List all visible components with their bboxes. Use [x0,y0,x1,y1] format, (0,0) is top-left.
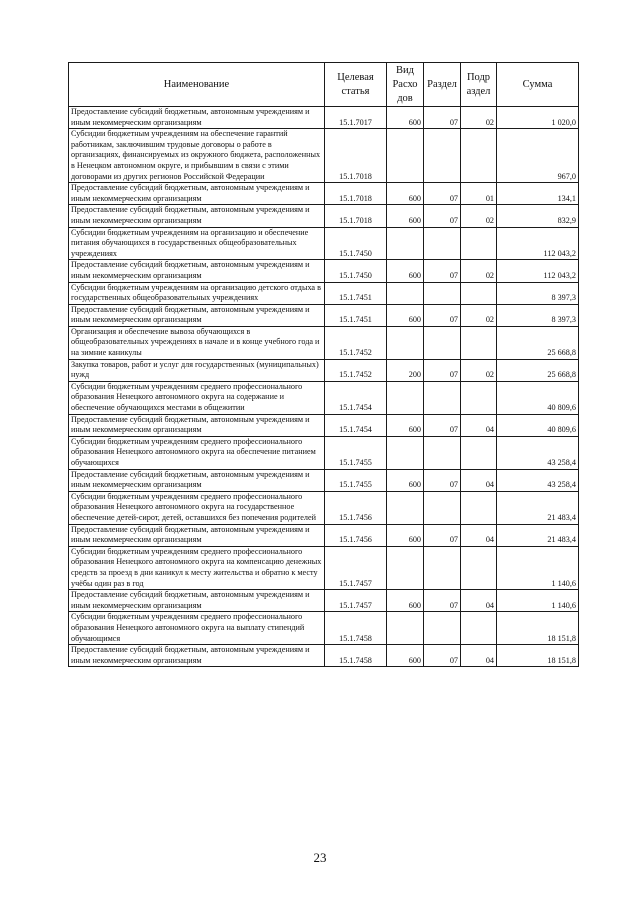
table-row [69,183,579,205]
cell-section [424,546,461,589]
cell-sum: 1 140,6 [497,590,579,612]
cell-target-article: 15.1.7457 [325,546,387,589]
cell-expense-kind [387,381,424,414]
cell-name: Предоставление субсидий бюджетным, автономным учреждениям и иным некоммерческим организациям [69,205,325,227]
cell-subsection: 02 [461,260,497,282]
cell-target-article: 15.1.7452 [325,326,387,359]
table-header-row [69,63,579,107]
cell-sum: 832,9 [497,205,579,227]
cell-subsection [461,546,497,589]
cell-name: Субсидии бюджетным учреждениям среднего профессионального образования Ненецкого автономного округа на обеспечение питанием обучающихся [69,436,325,469]
table-row [69,304,579,326]
cell-subsection: 02 [461,304,497,326]
cell-target-article: 15.1.7454 [325,381,387,414]
cell-name: Предоставление субсидий бюджетным, автономным учреждениям и иным некоммерческим организациям [69,107,325,129]
cell-expense-kind [387,546,424,589]
cell-name: Субсидии бюджетным учреждениям среднего профессионального образования Ненецкого автономного округа на выплату стипендий обучающимся [69,612,325,645]
cell-subsection: 04 [461,590,497,612]
cell-target-article: 15.1.7451 [325,282,387,304]
table-row [69,227,579,260]
header-name: Наименование [69,63,325,107]
cell-sum: 21 483,4 [497,491,579,524]
cell-section [424,381,461,414]
cell-section: 07 [424,304,461,326]
cell-sum: 21 483,4 [497,524,579,546]
table-row [69,612,579,645]
cell-section: 07 [424,359,461,381]
table-row [69,107,579,129]
cell-section [424,282,461,304]
cell-subsection [461,491,497,524]
cell-target-article: 15.1.7018 [325,183,387,205]
cell-subsection [461,282,497,304]
cell-section [424,129,461,183]
cell-target-article: 15.1.7017 [325,107,387,129]
cell-section [424,612,461,645]
cell-expense-kind: 600 [387,107,424,129]
cell-sum: 112 043,2 [497,260,579,282]
header-subsection: Подр аздел [461,63,497,107]
cell-sum: 1 020,0 [497,107,579,129]
table-row [69,469,579,491]
table-row [69,546,579,589]
cell-expense-kind: 600 [387,645,424,667]
cell-sum: 18 151,8 [497,612,579,645]
cell-sum: 25 668,8 [497,359,579,381]
cell-section [424,436,461,469]
cell-name: Предоставление субсидий бюджетным, автономным учреждениям и иным некоммерческим организациям [69,183,325,205]
table-row [69,205,579,227]
table-row [69,381,579,414]
cell-sum: 18 151,8 [497,645,579,667]
cell-name: Субсидии бюджетным учреждениям среднего профессионального образования Ненецкого автономного округа на государственное обеспечение детей-сирот, детей, оставшихся без попечения родителей [69,491,325,524]
cell-subsection [461,326,497,359]
cell-expense-kind: 600 [387,590,424,612]
cell-section: 07 [424,524,461,546]
cell-target-article: 15.1.7452 [325,359,387,381]
cell-expense-kind [387,436,424,469]
cell-section: 07 [424,205,461,227]
cell-name: Предоставление субсидий бюджетным, автономным учреждениям и иным некоммерческим организациям [69,469,325,491]
table-row [69,491,579,524]
cell-sum: 8 397,3 [497,304,579,326]
cell-name: Субсидии бюджетным учреждениям на организацию детского отдыха в государственных общеобразовательных учреждениях [69,282,325,304]
cell-expense-kind [387,282,424,304]
cell-name: Предоставление субсидий бюджетным, автономным учреждениям и иным некоммерческим организациям [69,645,325,667]
cell-section: 07 [424,414,461,436]
cell-subsection: 01 [461,183,497,205]
cell-sum: 43 258,4 [497,469,579,491]
cell-subsection [461,227,497,260]
cell-expense-kind [387,491,424,524]
cell-sum: 25 668,8 [497,326,579,359]
cell-section: 07 [424,469,461,491]
cell-subsection [461,612,497,645]
cell-expense-kind: 600 [387,183,424,205]
cell-subsection: 04 [461,414,497,436]
cell-section [424,227,461,260]
cell-section [424,326,461,359]
table-body [69,107,579,667]
cell-target-article: 15.1.7457 [325,590,387,612]
table-row [69,414,579,436]
cell-expense-kind: 600 [387,414,424,436]
cell-name: Субсидии бюджетным учреждениям среднего профессионального образования Ненецкого автономного округа на компенсацию денежных средств за проезд в дни каникул к месту жительства и обратно к месту учёбы один раз в год [69,546,325,589]
cell-target-article: 15.1.7018 [325,205,387,227]
cell-sum: 967,0 [497,129,579,183]
cell-sum: 43 258,4 [497,436,579,469]
page-number: 23 [313,850,327,865]
cell-name: Субсидии бюджетным учреждениям на обеспечение гарантий работникам, заключившим трудовые договоры о работе в организациях, финансируемых из окружного бюджета, расположенных в Ненецком автономном округе, и прибывшим в связи с этими договорами из других регионов Российской Федерации [69,129,325,183]
cell-subsection: 02 [461,359,497,381]
cell-name: Предоставление субсидий бюджетным, автономным учреждениям и иным некоммерческим организациям [69,414,325,436]
table-row [69,645,579,667]
cell-name: Предоставление субсидий бюджетным, автономным учреждениям и иным некоммерческим организациям [69,260,325,282]
table-row [69,590,579,612]
cell-sum: 134,1 [497,183,579,205]
header-expense-kind: Вид Расхо дов [387,63,424,107]
header-sum: Сумма [497,63,579,107]
cell-subsection [461,436,497,469]
table-row [69,282,579,304]
cell-sum: 1 140,6 [497,546,579,589]
cell-subsection: 04 [461,645,497,667]
cell-expense-kind: 600 [387,260,424,282]
cell-name: Предоставление субсидий бюджетным, автономным учреждениям и иным некоммерческим организациям [69,304,325,326]
cell-target-article: 15.1.7456 [325,491,387,524]
cell-subsection: 04 [461,469,497,491]
cell-target-article: 15.1.7454 [325,414,387,436]
cell-expense-kind: 200 [387,359,424,381]
cell-name: Предоставление субсидий бюджетным, автономным учреждениям и иным некоммерческим организациям [69,590,325,612]
cell-name: Субсидии бюджетным учреждениям на организацию и обеспечение питания обучающихся в государственных общеобразовательных учреждениях [69,227,325,260]
cell-name: Предоставление субсидий бюджетным, автономным учреждениям и иным некоммерческим организациям [69,524,325,546]
cell-target-article: 15.1.7451 [325,304,387,326]
cell-target-article: 15.1.7450 [325,260,387,282]
table-row [69,524,579,546]
cell-section [424,491,461,524]
cell-sum: 40 809,6 [497,381,579,414]
cell-subsection [461,381,497,414]
cell-sum: 112 043,2 [497,227,579,260]
cell-subsection: 04 [461,524,497,546]
cell-name: Закупка товаров, работ и услуг для государственных (муниципальных) нужд [69,359,325,381]
cell-sum: 40 809,6 [497,414,579,436]
table-row [69,260,579,282]
cell-expense-kind: 600 [387,469,424,491]
cell-expense-kind: 600 [387,304,424,326]
table-row [69,359,579,381]
cell-section: 07 [424,260,461,282]
cell-target-article: 15.1.7018 [325,129,387,183]
cell-section: 07 [424,107,461,129]
table-row [69,129,579,183]
cell-expense-kind [387,612,424,645]
cell-sum: 8 397,3 [497,282,579,304]
cell-section: 07 [424,645,461,667]
table-row [69,436,579,469]
cell-expense-kind [387,227,424,260]
cell-subsection [461,129,497,183]
cell-expense-kind [387,326,424,359]
cell-subsection: 02 [461,205,497,227]
cell-section: 07 [424,183,461,205]
cell-expense-kind: 600 [387,524,424,546]
header-target-article: Целевая статья [325,63,387,107]
budget-table [68,62,579,667]
cell-target-article: 15.1.7455 [325,469,387,491]
cell-target-article: 15.1.7450 [325,227,387,260]
cell-name: Организация и обеспечение вывоза обучающихся в общеобразовательных учреждениях в начале и в конце учебного года и на зимние каникулы [69,326,325,359]
cell-target-article: 15.1.7458 [325,612,387,645]
cell-target-article: 15.1.7456 [325,524,387,546]
cell-section: 07 [424,590,461,612]
table-row [69,326,579,359]
cell-expense-kind [387,129,424,183]
cell-name: Субсидии бюджетным учреждениям среднего профессионального образования Ненецкого автономного округа на содержание и обеспечение обучающихся местами в общежитии [69,381,325,414]
cell-subsection: 02 [461,107,497,129]
cell-target-article: 15.1.7458 [325,645,387,667]
cell-target-article: 15.1.7455 [325,436,387,469]
header-section: Раздел [424,63,461,107]
cell-expense-kind: 600 [387,205,424,227]
